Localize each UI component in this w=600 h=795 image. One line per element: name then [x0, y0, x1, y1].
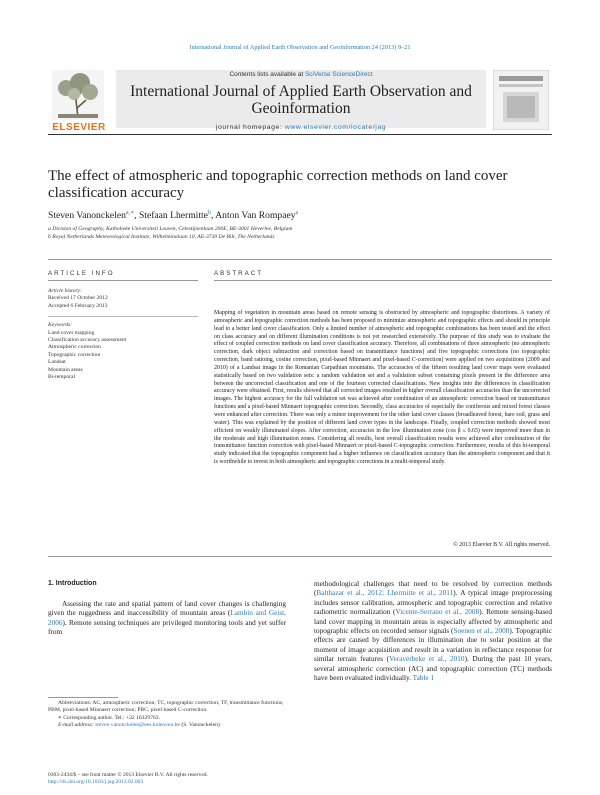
keyword-item: Landsat — [48, 359, 66, 366]
keyword-item: Topographic correction — [48, 351, 101, 358]
author-name: Anton Van Rompaey — [215, 210, 296, 222]
table-link[interactable]: Table 1 — [412, 674, 435, 683]
keywords-label: Keywords: — [48, 322, 73, 329]
copyright-notice: © 2013 Elsevier B.V. All rights reserved. — [453, 542, 550, 548]
history-label: Article history: — [48, 288, 83, 294]
abstract-rule — [214, 280, 552, 281]
citation-link[interactable]: Balthazar et al., 2012; Lhermitte et al., 2011 — [316, 589, 454, 598]
keyword-item: Land cover mapping — [48, 329, 95, 336]
bottom-meta — [48, 772, 288, 786]
journal-cover-thumbnail-icon — [493, 70, 549, 130]
accepted-date: Accepted 6 February 2013 — [48, 302, 108, 309]
intro-text: ). During the past 10 years, several atmospheric correction (AC) and topographic correction (TC) methods have been evaluated individually. — [314, 655, 552, 683]
contents-line — [116, 71, 486, 78]
article-info-rule — [48, 280, 198, 281]
email-link[interactable]: steven.vanonckelen@ees.kuleuven.be — [95, 721, 180, 728]
received-date: Received 17 October 2012 — [48, 295, 108, 302]
section-divider — [48, 259, 552, 260]
author-marker[interactable]: a,∗ — [125, 210, 135, 216]
contents-prefix: Contents lists available at — [229, 71, 305, 78]
intro-text: ). Topographic effects are caused by differences in illumination due to solar position at the moment of image acquisition and result in a variation in reflectance response for similar terrain features ( — [314, 627, 552, 664]
author-name: Steven Vanonckelen — [48, 210, 126, 222]
homepage-link[interactable]: www.elsevier.com/locate/jag — [284, 124, 387, 131]
abstract-text: Mapping of vegetation in mountain areas based on remote sensing is obstructed by atmospheric and topographic distortions. A variety of atmospheric and topographic correction methods has been proposed to minimize atmospheric and topographic effects and should in principle lead to a better land cover classification. Only a limited number of atmospheric and topographic combinations has been tested and the effect on class accuracy and on different illumination conditions is not yet researched extensively. The purpose of this study was to evaluate the effect of coupled correction methods on land cover classification accuracy. Therefore, all combinations of three atmospheric (no atmospheric correction, dark object subtraction and correction based on transmittance functions) and five topographic corrections (no topographic correction, band ratioing, cosine correction, pixel-based Minnaert and pixel-based C-correction) were applied on two acquisitions (2009 and 2010) of a Landsat image in the Romanian Carpathian mountains. The accuracies of the fifteen resulting land cover maps were evaluated statistically based on two validation sets: a random validation set and a validation subset containing pixels present in the difference area between the uncorrected classification and one of the fourteen corrected classifications. New insights into the differences in classification accuracy were obtained. First, results showed that all corrected images resulted in higher overall classification accuracies than the uncorrected images. The highest accuracy for the full validation set was achieved after combination of an atmospheric correction based on transmittance functions and a pixel-based Minnaert topographic correction. Secondly, class accuracies of especially the coniferous and mixed forest classes were enhanced after correction. There was only a minor improvement for the other land cover classes (broadleaved forest, bare soil, grass and water). This was explained by the position of different land cover types in the landscape. Finally, coupled correction methods showed most efficient on weakly illuminated slopes. After correction, accuracies in the low illumination zone (cos β ≤ 0.65) were improved more than in the moderate and high illumination zones. Considering all results, best overall classification results were achieved after combination of the transmittance function correction with pixel-based Minnaert or pixel-based C-topographic correction. Furthermore, results of this bi-temporal study indicated that the topographic component had a higher influence on classification accuracy than the atmospheric component and that it is worthwhile to invest in both atmospheric and topographic corrections in a multi-temporal study. — [214, 310, 550, 466]
author-list — [48, 209, 548, 221]
intro-paragraph — [314, 580, 552, 683]
article-info — [48, 288, 198, 381]
author-separator: , — [210, 210, 216, 222]
article-info-heading: ARTICLE INFO — [48, 270, 115, 277]
intro-text: Assessing the rate and spatial pattern of land cover changes is challenging given the ruggedness and inaccessibility of mountain areas ( — [48, 600, 286, 618]
corresponding-author-footnote: ∗ Corresponding author. Tel.: +32 16329763. — [58, 714, 160, 721]
intro-right-column — [314, 580, 552, 683]
keyword-item: Atmospheric correction — [48, 344, 101, 351]
info-divider — [48, 310, 198, 317]
homepage-prefix: journal homepage: — [215, 124, 285, 131]
keyword-item: Bi-temporal — [48, 374, 76, 381]
article-title: The effect of atmospheric and topographic correction methods on land cover classification accuracy — [48, 168, 508, 201]
homepage-line — [116, 124, 486, 131]
introduction-heading: 1. Introduction — [48, 580, 97, 587]
intro-left-column — [48, 600, 286, 638]
affiliation-a: a Division of Geography, Katholieke Universiteit Leuven, Celestijnenlaan 200E, BE-3001 Heverlee, Belgium — [48, 226, 293, 232]
doi-link[interactable]: http://dx.doi.org/10.1016/j.jag.2013.02.003 — [48, 779, 144, 786]
intro-text: methodological challenges that need to be resolved by correction methods ( — [314, 580, 552, 598]
abstract-heading: ABSTRACT — [214, 270, 264, 277]
journal-title: International Journal of Applied Earth Observation and Geoinformation — [130, 83, 472, 117]
journal-reference[interactable]: International Journal of Applied Earth Observation and Geoinformation 24 (2013) 9–21 — [189, 44, 411, 51]
author-marker[interactable]: a — [295, 210, 299, 216]
publisher-name: ELSEVIER — [52, 122, 106, 133]
keyword-item: Classification accuracy assessment — [48, 337, 127, 344]
author-marker[interactable]: b — [207, 210, 211, 216]
keyword-item: Mountain areas — [48, 366, 83, 373]
email-suffix: (S. Vanonckelen). — [179, 721, 222, 728]
intro-paragraph — [48, 600, 286, 638]
email-footnote — [48, 722, 286, 729]
issn-line: 0303-2434/$ – see front matter © 2013 Elsevier B.V. All rights reserved. — [48, 772, 208, 778]
author-name: Stefaan Lhermitte — [138, 210, 208, 222]
affiliation-b: b Royal Netherlands Meteorological Institute, Wilhelminalaan 10, AE-3730 De Bilt, The Netherlands — [48, 234, 275, 240]
abbreviations-footnote: Abbreviations: AC, atmospheric correction; TC, topographic correction; TF, transmittance functions; PBM, pixel-based Minnaert correction; PBC, pixel-based C-correction. — [48, 700, 284, 714]
citation-link[interactable]: Veraverbeke et al., 2010 — [389, 655, 465, 664]
email-label: E-mail address: — [58, 721, 96, 728]
intro-text: ). Remote sensing-based land cover mapping in mountain areas is especially affected by atmospheric and topographic effects on recorded sensor signals ( — [314, 608, 553, 636]
citation-link[interactable]: Soenen et al., 2008 — [453, 627, 510, 636]
abstract-end-rule — [48, 556, 552, 557]
intro-text: ). A typical image preprocessing includes sensor calibration, atmospheric and topographic correction and relative radiometric normalization ( — [314, 589, 552, 617]
sciencedirect-link[interactable]: SciVerse ScienceDirect — [304, 71, 373, 78]
citation-link[interactable]: Lambin and Geist, 2006 — [48, 609, 286, 627]
author-separator: , — [134, 210, 139, 222]
footnotes — [48, 700, 286, 729]
citation-link[interactable]: Vicente-Serrano et al., 2008 — [395, 608, 480, 617]
intro-text: ). Remote sensing techniques are privileged monitoring tools and yet suffer from — [48, 618, 286, 637]
footnote-rule — [48, 697, 118, 698]
